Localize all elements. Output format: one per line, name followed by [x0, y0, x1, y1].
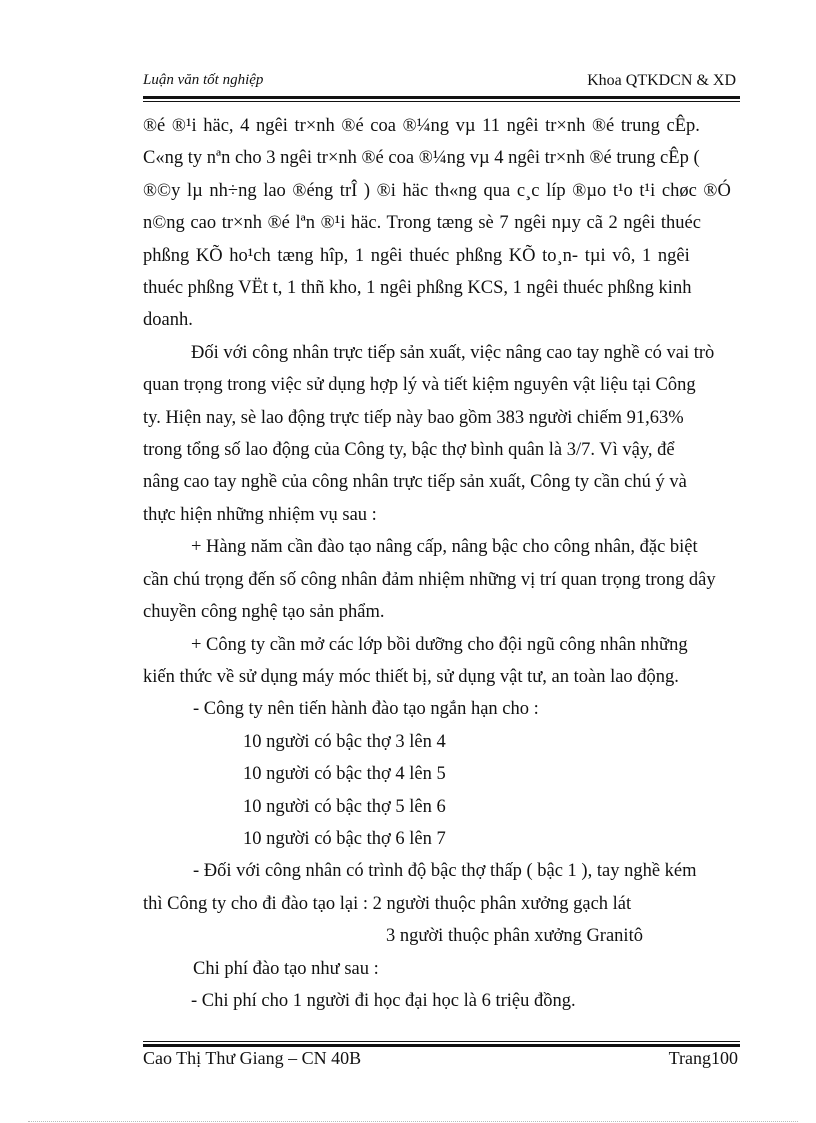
paragraph-5 [143, 693, 740, 725]
text-line: trong tổng số lao động của Công ty, bậc thợ bình quân là 3/7. Vì vậy, để [143, 440, 675, 461]
text-line: 3 người thuộc phân xưởng Granitô [386, 926, 643, 947]
course-list [143, 726, 740, 856]
header-rule-thin [143, 101, 740, 102]
paragraph-7 [143, 953, 740, 985]
text-line: kiến thức về sử dụng máy móc thiết bị, sử dụng vật tư, an toàn lao động. [143, 666, 679, 687]
text-line: C«ng ty nªn cho 3 ngêi tr×nh ®é coa ®¼ng vµ 4 ngêi tr×nh ®é trung cÊp ( [143, 148, 700, 169]
list-item: 10 người có bậc thợ 6 lên 7 [243, 828, 446, 849]
text-line: doanh. [143, 310, 193, 331]
text-line: quan trọng trong việc sử dụng hợp lý và tiết kiệm nguyên vật liệu tại Công [143, 375, 696, 396]
text-line: - Chi phí cho 1 người đi học đại học là 6 triệu đồng. [191, 990, 576, 1011]
paragraph-3 [143, 531, 740, 628]
header-faculty: Khoa QTKDCN & XD [587, 72, 736, 89]
text-line: ty. Hiện nay, sè lao động trực tiếp này bao gồm 383 người chiếm 91,63% [143, 407, 684, 428]
text-line: cần chú trọng đến số công nhân đảm nhiệm những vị trí quan trọng trong dây [143, 569, 716, 590]
text-line: thuéc phßng VËt t, 1 thñ kho, 1 ngêi phßng KCS, 1 ngêi thuéc phßng kinh [143, 278, 692, 299]
text-line: phßng KÕ ho¹ch tæng hîp, 1 ngêi thuéc phßng KÕ to¸n- tµi vô, 1 ngêi [143, 245, 690, 266]
paragraph-6 [143, 855, 740, 952]
text-line: nâng cao tay nghề của công nhân trực tiếp sản xuất, Công ty cần chú ý và [143, 472, 687, 493]
paragraph-1 [143, 110, 740, 337]
paragraph-4 [143, 629, 740, 694]
text-line: + Công ty cần mở các lớp bồi dưỡng cho đội ngũ công nhân những [191, 634, 688, 655]
document-body [143, 110, 740, 1017]
header-thesis-title: Luận văn tốt nghiệp [143, 72, 264, 88]
list-item: 10 người có bậc thợ 4 lên 5 [243, 764, 446, 785]
text-line: Đối với công nhân trực tiếp sản xuất, việc nâng cao tay nghề có vai trò [191, 342, 715, 363]
text-line: thực hiện những nhiệm vụ sau : [143, 504, 377, 525]
text-line: chuyền công nghệ tạo sản phẩm. [143, 602, 385, 623]
page-footer [143, 1048, 740, 1072]
text-line: ®©y lµ nh÷ng lao ®éng trÎ ) ®i häc th«ng qua c¸c líp ®µo t¹o t¹i chøc ®Ó [143, 180, 731, 201]
text-line: thì Công ty cho đi đào tạo lại : 2 người thuộc phân xưởng gạch lát [143, 893, 632, 914]
footer-author: Cao Thị Thư Giang – CN 40B [143, 1048, 362, 1068]
list-item: 10 người có bậc thợ 3 lên 4 [243, 731, 446, 752]
text-line: n©ng cao tr×nh ®é lªn ®¹i häc. Trong tæng sè 7 ngêi nµy cã 2 ngêi thuéc [143, 213, 701, 234]
paragraph-2 [143, 337, 740, 531]
footer-rule-thick [143, 1044, 740, 1047]
text-line: + Hàng năm cần đào tạo nâng cấp, nâng bậc cho công nhân, đặc biệt [191, 537, 698, 558]
text-line: - Công ty nên tiến hành đào tạo ngắn hạn cho : [193, 699, 539, 720]
text-line: Chi phí đào tạo như sau : [193, 958, 379, 979]
page-number: Trang100 [668, 1048, 738, 1068]
header-rule-thick [143, 96, 740, 99]
page-bottom-dotted-line [28, 1121, 798, 1122]
footer-rule-thin [143, 1041, 740, 1042]
paragraph-8 [143, 985, 740, 1017]
list-item: 10 người có bậc thợ 5 lên 6 [243, 796, 446, 817]
page-header [143, 72, 740, 92]
text-line: - Đối với công nhân có trình độ bậc thợ thấp ( bậc 1 ), tay nghề kém [193, 861, 697, 882]
text-line: ®é ®¹i häc, 4 ngêi tr×nh ®é coa ®¼ng vµ 11 ngêi tr×nh ®é trung cÊp. [143, 116, 700, 136]
